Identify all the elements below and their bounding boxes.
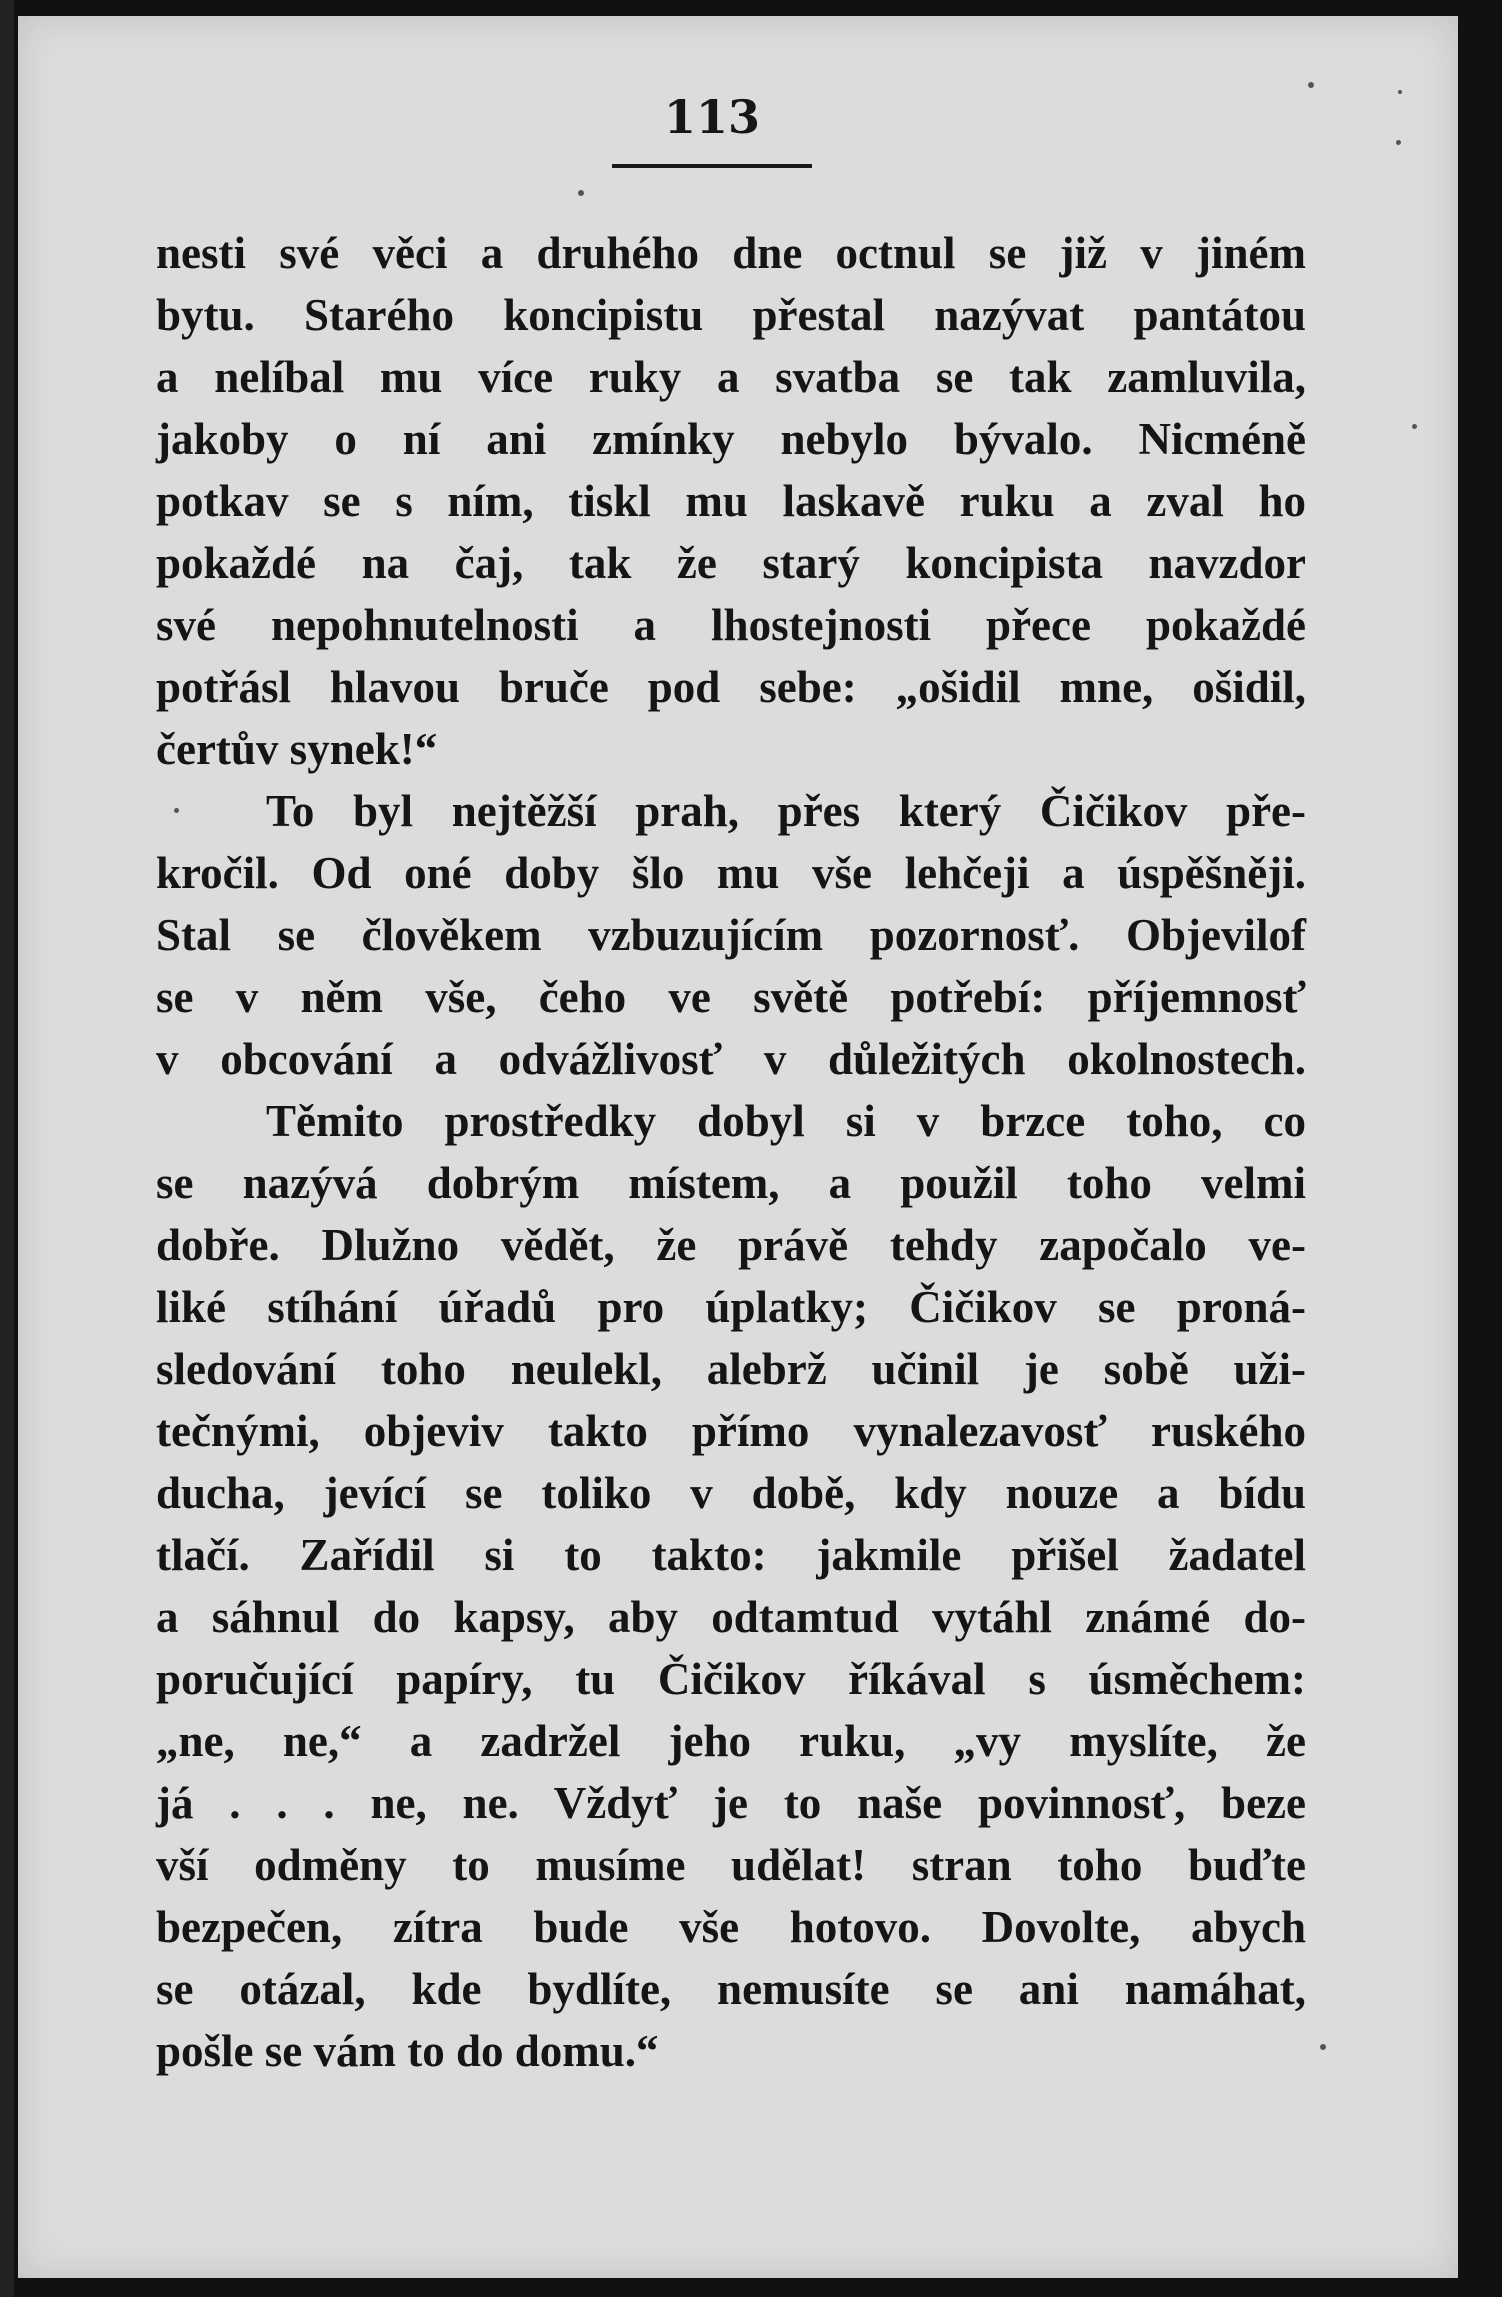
print-speck — [578, 190, 584, 196]
print-speck — [1398, 90, 1402, 94]
text-line: tečnými, objeviv takto přímo vynalezavosť ruského — [156, 1406, 1306, 1456]
text-line: vší odměny to musíme udělat! stran toho buďte — [156, 1840, 1306, 1890]
text-line: a nelíbal mu více ruky a svatba se tak zamluvila, — [156, 352, 1306, 402]
print-speck — [1396, 140, 1401, 145]
text-line: pokaždé na čaj, tak že starý koncipista navzdor — [156, 538, 1306, 588]
text-line: jakoby o ní ani zmínky nebylo bývalo. Nicméně — [156, 414, 1306, 464]
paragraph-first-line: To byl nejtěžší prah, přes který Čičikov pře- — [266, 786, 1306, 836]
text-line: Stal se člověkem vzbuzujícím pozornosť. Objevilof — [156, 910, 1306, 960]
text-line: své nepohnutelnosti a lhostejnosti přece pokaždé — [156, 600, 1306, 650]
text-line: poručující papíry, tu Čičikov říkával s úsměchem: — [156, 1654, 1306, 1704]
text-line: v obcování a odvážlivosť v důležitých okolnostech. — [156, 1034, 1306, 1084]
text-line: dobře. Dlužno vědět, že právě tehdy započalo ve- — [156, 1220, 1306, 1270]
text-line: a sáhnul do kapsy, aby odtamtud vytáhl známé do- — [156, 1592, 1306, 1642]
text-line: ducha, jevící se toliko v době, kdy nouze a bídu — [156, 1468, 1306, 1518]
text-line: bytu. Starého koncipistu přestal nazývat pantátou — [156, 290, 1306, 340]
text-line: čertův synek!“ — [156, 724, 438, 774]
page-body-text — [156, 222, 1306, 2082]
book-spine-edge — [0, 0, 14, 2297]
text-line: sledování toho neulekl, alebrž učinil je sobě uži- — [156, 1344, 1306, 1394]
page-number-rule — [612, 164, 812, 168]
print-speck — [1308, 82, 1314, 88]
text-line: kročil. Od oné doby šlo mu vše lehčeji a úspěšněji. — [156, 848, 1306, 898]
text-line: se v něm vše, čeho ve světě potřebí: příjemnosť — [156, 972, 1306, 1022]
text-line: potřásl hlavou bruče pod sebe: „ošidil mne, ošidil, — [156, 662, 1306, 712]
page-number: 113 — [663, 90, 761, 144]
text-line: se nazývá dobrým místem, a použil toho velmi — [156, 1158, 1306, 1208]
text-line: liké stíhání úřadů pro úplatky; Čičikov se proná- — [156, 1282, 1306, 1332]
text-line: nesti své věci a druhého dne octnul se již v jiném — [156, 228, 1306, 278]
text-line: já . . . ne, ne. Vždyť je to naše povinnosť, beze — [156, 1778, 1306, 1828]
text-line: potkav se s ním, tiskl mu laskavě ruku a zval ho — [156, 476, 1306, 526]
text-line: „ne, ne,“ a zadržel jeho ruku, „vy myslíte, že — [156, 1716, 1306, 1766]
text-line: Těmito prostředky dobyl si v brzce toho, co — [266, 1096, 1306, 1146]
text-line: se otázal, kde bydlíte, nemusíte se ani namáhat, — [156, 1964, 1306, 2014]
print-speck — [1412, 424, 1417, 429]
text-line: bezpečen, zítra bude vše hotovo. Dovolte, abych — [156, 1902, 1306, 1952]
text-line: pošle se vám to do domu.“ — [156, 2026, 659, 2076]
text-line: tlačí. Zařídil si to takto: jakmile přišel žadatel — [156, 1530, 1306, 1580]
print-speck — [1320, 2044, 1326, 2050]
